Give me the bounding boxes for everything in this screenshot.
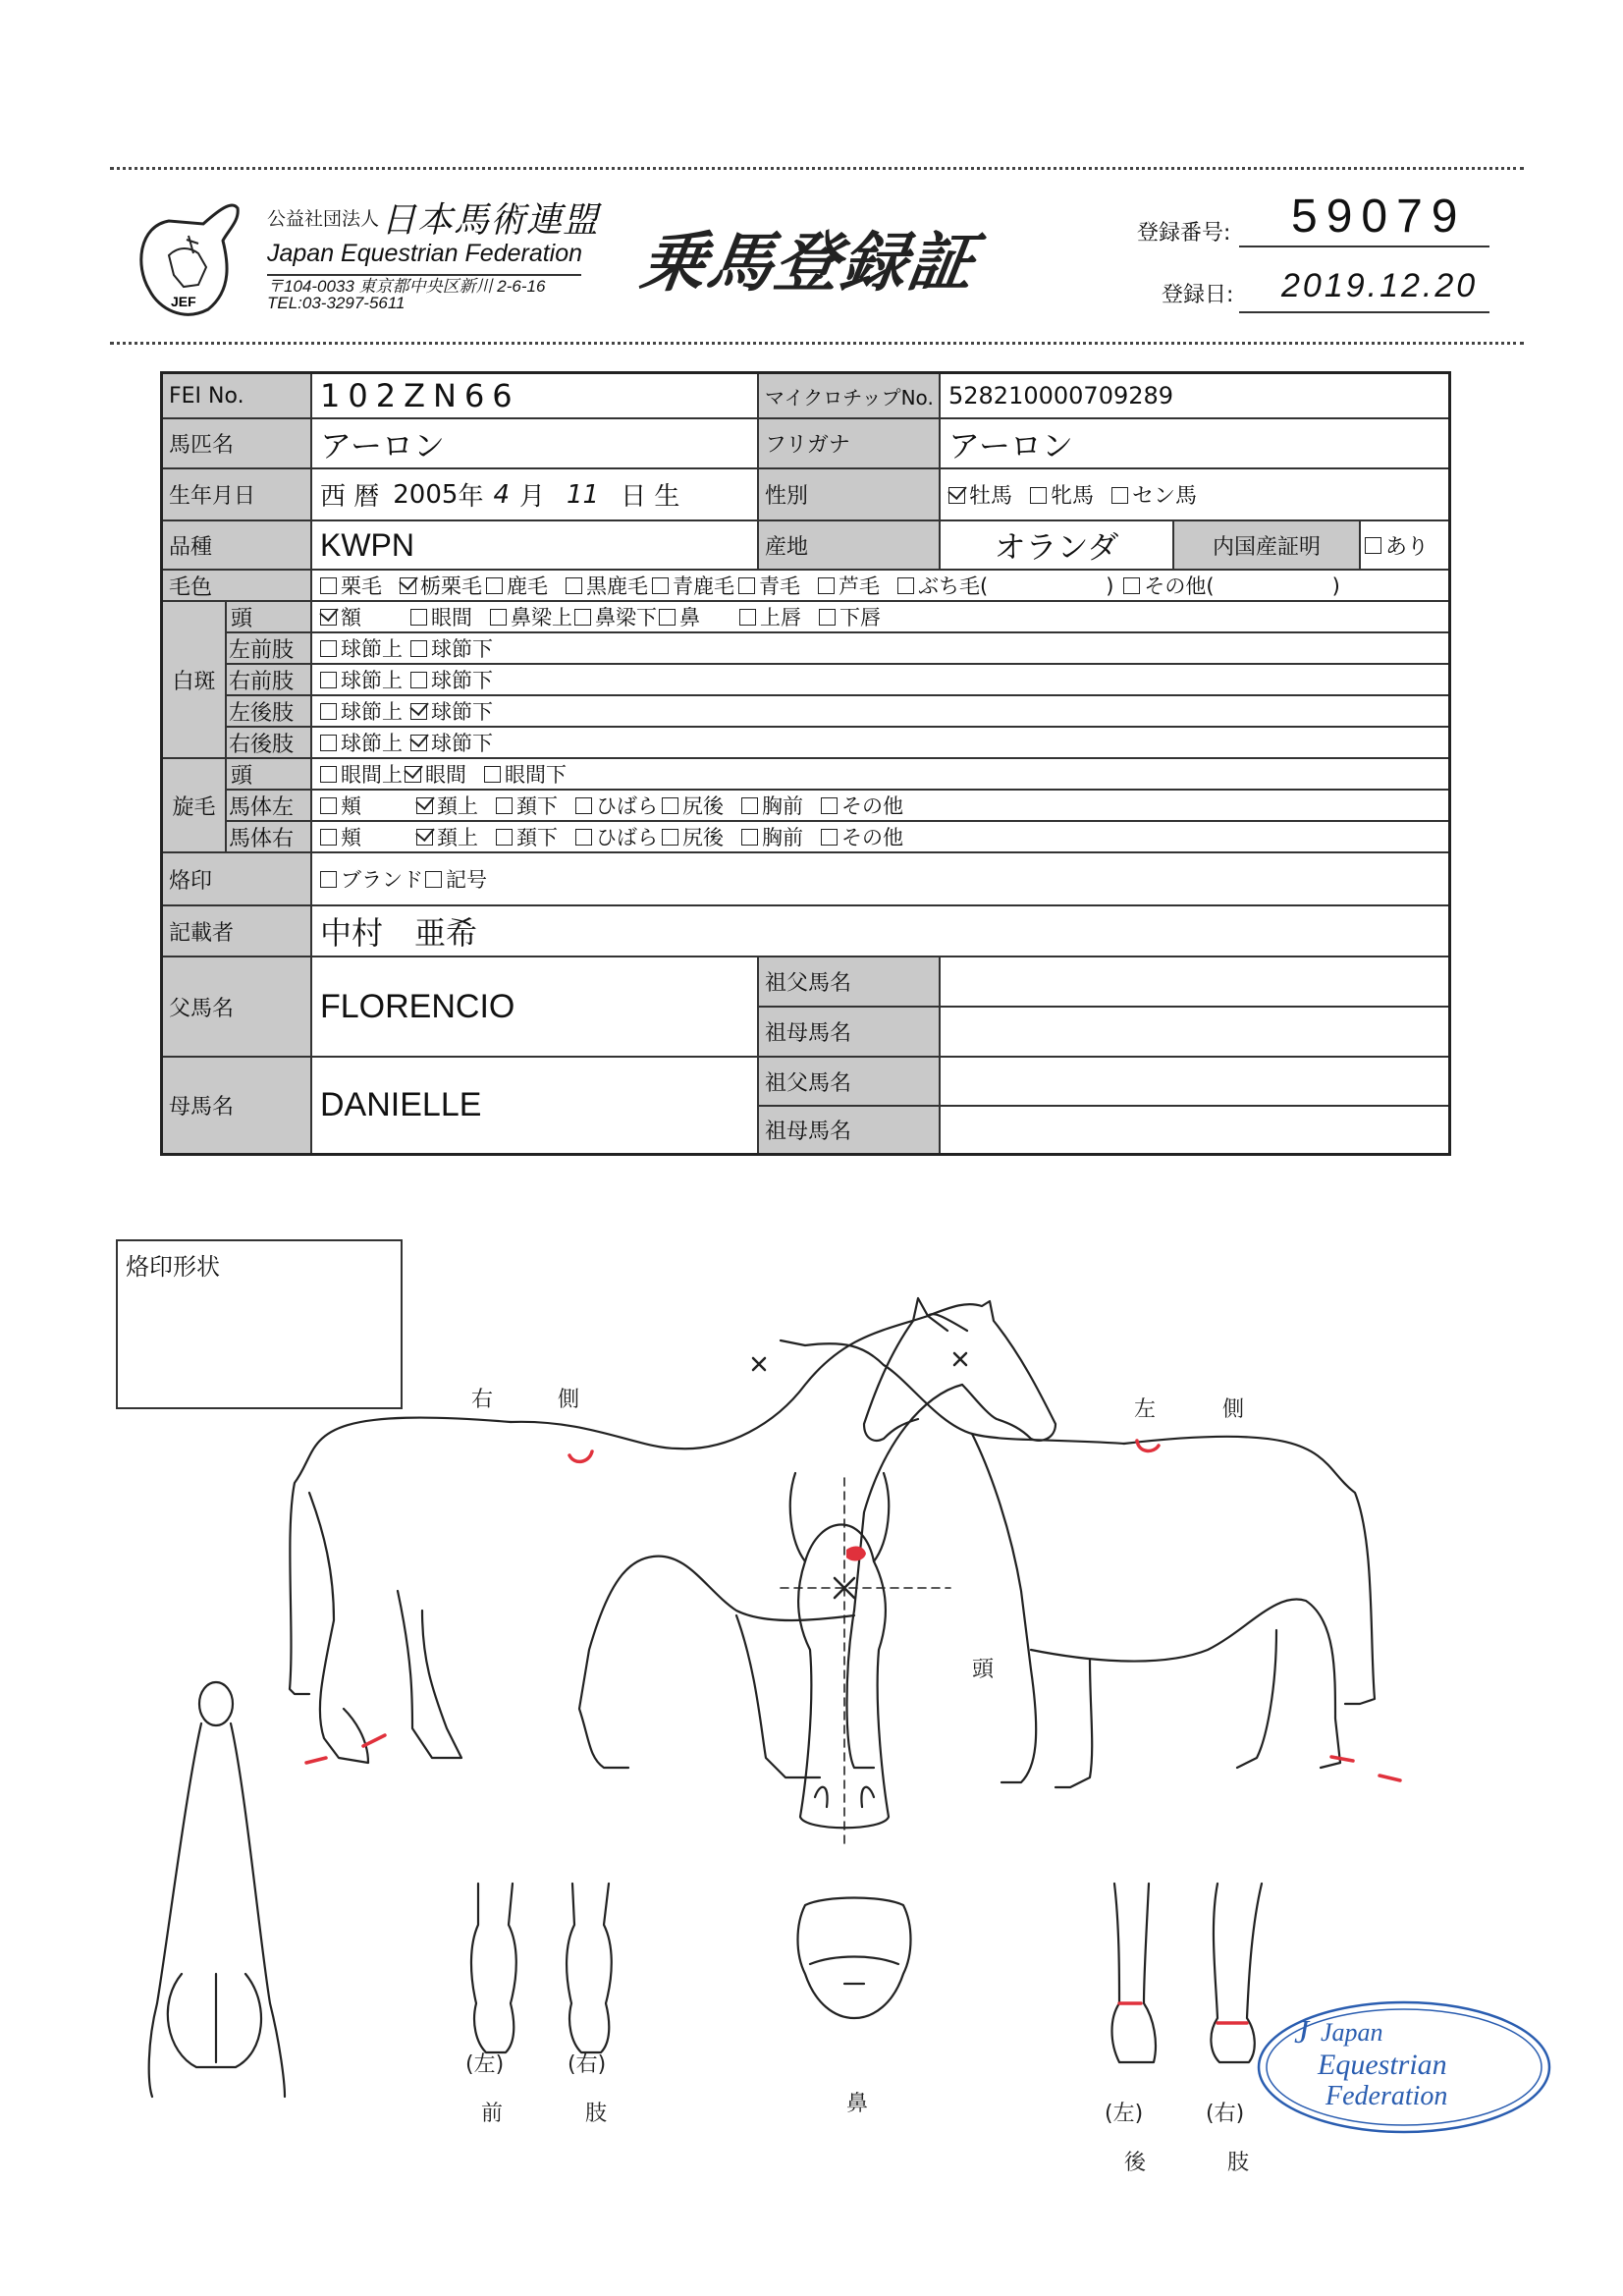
birth-day-unit: 日 生 — [621, 482, 680, 512]
whorl-option[interactable]: 尻後 — [662, 822, 724, 851]
white-left-foreleg-label: 左前肢 — [227, 633, 312, 665]
head-guide-lines — [781, 1478, 950, 1846]
coat-option[interactable]: 鹿毛 — [486, 571, 548, 600]
sex-option-stallion[interactable]: 牡馬 — [948, 479, 1012, 510]
reg-number-label: 登録番号: — [1137, 221, 1231, 246]
whorl-option[interactable]: 眼間下 — [484, 759, 567, 789]
origin-value: オランダ — [941, 521, 1174, 571]
horse-left-side-icon — [781, 1298, 1375, 1787]
birth-month: 4 — [493, 479, 510, 510]
domestic-cert-option[interactable]: あり — [1361, 521, 1448, 571]
hindleg-rear-icon — [1112, 1884, 1263, 2062]
white-sock-mark-icon — [1331, 1757, 1353, 1761]
reg-date-label: 登録日: — [1162, 283, 1234, 307]
whorl-option[interactable]: 頬 — [320, 822, 361, 851]
coat-option[interactable]: 栗毛 — [320, 571, 382, 600]
sex-label: 性別 — [759, 469, 941, 521]
white-left-hindleg-label: 左後肢 — [227, 696, 312, 728]
microchip-label: マイクロチップNo. — [759, 374, 941, 419]
org-name-en: Japan Equestrian Federation — [267, 240, 583, 267]
tel-text: TEL:03-3297-5611 — [267, 294, 406, 312]
dam-value: DANIELLE — [312, 1058, 759, 1153]
whorl-body-left-label: 馬体左 — [227, 791, 312, 822]
marking-option[interactable]: 鼻 — [659, 602, 700, 631]
white-sock-mark-icon — [306, 1758, 326, 1763]
marking-option[interactable]: 球節下 — [410, 696, 493, 726]
furigana-value: アーロン — [941, 419, 1448, 469]
birth-month-unit: 月 — [519, 482, 546, 512]
marking-option[interactable]: 球節上 — [320, 728, 403, 757]
whorl-body-right-label: 馬体右 — [227, 822, 312, 853]
brand-option[interactable]: ブランド — [320, 864, 423, 894]
left-side-label-2: 側 — [1222, 1397, 1245, 1422]
whorl-option[interactable]: その他 — [821, 822, 903, 851]
marking-option[interactable]: 球節下 — [410, 665, 493, 694]
muzzle-label: 鼻 — [846, 2092, 869, 2116]
hindleg-caption-2: 肢 — [1227, 2151, 1250, 2175]
svg-text:Japan: Japan — [1321, 2018, 1383, 2047]
reg-date: 2019.12.20 — [1281, 267, 1479, 304]
coat-option-other[interactable]: その他( ) — [1123, 571, 1339, 600]
marking-option[interactable]: 球節上 — [320, 665, 403, 694]
recorder-label: 記載者 — [163, 906, 312, 957]
whorl-option[interactable]: 眼間上 — [320, 759, 403, 789]
breed-value: KWPN — [312, 521, 759, 571]
marking-option[interactable]: 眼間 — [410, 602, 472, 631]
whorl-option[interactable]: ひばら — [575, 822, 658, 851]
foreleg-right-label: (右) — [568, 2052, 607, 2077]
birth-label: 生年月日 — [163, 469, 312, 521]
whorl-option[interactable]: その他 — [821, 791, 903, 820]
whorl-option[interactable]: 頬 — [320, 791, 361, 820]
furigana-label: フリガナ — [759, 419, 941, 469]
whorls-label: 旋毛 — [163, 759, 227, 853]
foreleg-caption-1: 前 — [481, 2102, 504, 2126]
whorl-neck-right-mark-icon — [569, 1451, 592, 1461]
org-name-jp: 日本馬術連盟 — [381, 200, 600, 241]
whorl-head-label: 頭 — [227, 759, 312, 791]
whorl-option[interactable]: 頚下 — [496, 822, 558, 851]
marking-option[interactable]: 球節上 — [320, 696, 403, 726]
whorl-option[interactable]: 頚下 — [496, 791, 558, 820]
whorl-option[interactable]: 頚上 — [416, 822, 478, 851]
coat-option-pinto[interactable]: ぶち毛( ) — [897, 571, 1113, 600]
coat-option[interactable]: 黒鹿毛 — [566, 571, 648, 600]
marking-option[interactable]: 下唇 — [819, 602, 881, 631]
dam-label: 母馬名 — [163, 1058, 312, 1153]
address-text: 〒104-0033 東京都中央区新川 2-6-16 — [267, 277, 546, 296]
white-head-label: 頭 — [227, 602, 312, 633]
origin-label: 産地 — [759, 521, 941, 571]
recorder-value: 中村 亜希 — [312, 906, 1448, 957]
whorl-option[interactable]: 尻後 — [662, 791, 724, 820]
marking-option[interactable]: 球節下 — [410, 633, 493, 663]
whorl-option[interactable]: 胸前 — [741, 791, 803, 820]
whorl-option[interactable]: ひばら — [575, 791, 658, 820]
dam-grandsire-label: 祖父馬名 — [759, 1058, 941, 1107]
brand-option[interactable]: 記号 — [425, 864, 487, 894]
svg-text:Equestrian: Equestrian — [1318, 2049, 1447, 2081]
horse-name-value: アーロン — [312, 419, 759, 469]
coat-option[interactable]: 青鹿毛 — [652, 571, 734, 600]
hindleg-caption-1: 後 — [1124, 2151, 1147, 2175]
foreleg-front-icon — [471, 1884, 612, 2052]
horse-top-view-icon — [149, 1682, 285, 2097]
head-label: 頭 — [972, 1658, 995, 1682]
sex-option-gelding[interactable]: セン馬 — [1111, 479, 1197, 510]
jef-stamp-icon — [1259, 2002, 1549, 2132]
right-side-label-1: 右 — [471, 1388, 494, 1412]
coat-option[interactable]: 青毛 — [738, 571, 800, 600]
horse-muzzle-icon — [798, 1898, 911, 2019]
foreleg-caption-2: 肢 — [585, 2102, 608, 2126]
birth-era: 西 暦 — [320, 482, 380, 512]
fei-value: 102ZN66 — [312, 374, 759, 419]
microchip-value: 528210000709289 — [941, 374, 1448, 419]
sex-option-mare[interactable]: 牝馬 — [1030, 479, 1094, 510]
birth-day: 11 — [567, 479, 600, 510]
horse-head-front-icon — [790, 1473, 889, 1828]
right-side-label-2: 側 — [558, 1388, 580, 1412]
svg-text:Federation: Federation — [1325, 2081, 1448, 2111]
white-right-foreleg-label: 右前肢 — [227, 665, 312, 696]
marking-option[interactable]: 球節上 — [320, 633, 403, 663]
sire-value: FLORENCIO — [312, 957, 759, 1058]
coat-label: 毛色 — [163, 571, 312, 602]
fei-label: FEI No. — [163, 374, 312, 419]
horse-name-label: 馬匹名 — [163, 419, 312, 469]
hindleg-right-label: (右) — [1206, 2102, 1245, 2126]
white-sock-mark-icon — [1380, 1776, 1400, 1780]
birth-year: 2005 — [393, 479, 459, 510]
white-right-hindleg-label: 右後肢 — [227, 728, 312, 759]
sire-grandsire-label: 祖父馬名 — [759, 957, 941, 1008]
svg-text:JEF: JEF — [171, 294, 196, 309]
document-title: 乗馬登録証 — [635, 225, 981, 301]
org-prefix: 公益社団法人 — [267, 208, 380, 230]
birth-year-unit: 年 — [458, 482, 484, 512]
white-markings-label: 白斑 — [163, 602, 227, 759]
whorl-option[interactable]: 眼間 — [405, 759, 466, 789]
sire-granddam-label: 祖母馬名 — [759, 1008, 941, 1058]
domestic-cert-label: 内国産証明 — [1174, 521, 1361, 571]
sire-label: 父馬名 — [163, 957, 312, 1058]
marking-option[interactable]: 鼻梁下 — [574, 602, 657, 631]
whorl-option[interactable]: 頚上 — [416, 791, 478, 820]
coat-option[interactable]: 芦毛 — [818, 571, 880, 600]
horse-right-side-icon — [290, 1301, 1055, 1777]
white-sock-mark-icon — [363, 1735, 385, 1746]
marking-option[interactable]: 上唇 — [739, 602, 801, 631]
svg-text:J: J — [1294, 2014, 1310, 2050]
hindleg-left-label: (左) — [1105, 2102, 1144, 2126]
brand-shape-label: 烙印形状 — [126, 1253, 220, 1281]
marking-option[interactable]: 額 — [320, 602, 361, 631]
brand-label: 烙印 — [163, 853, 312, 906]
whorl-mark-left-neck — [954, 1353, 966, 1365]
breed-label: 品種 — [163, 521, 312, 571]
left-side-label-1: 左 — [1134, 1397, 1157, 1422]
whorl-mark-right-neck — [753, 1358, 765, 1370]
reg-number: 59079 — [1291, 191, 1467, 243]
coat-option[interactable]: 栃栗毛 — [400, 571, 482, 600]
dam-granddam-label: 祖母馬名 — [759, 1107, 941, 1153]
foreleg-left-label: (左) — [465, 2052, 505, 2077]
white-star-forehead-icon — [846, 1547, 866, 1561]
whorl-option[interactable]: 胸前 — [741, 822, 803, 851]
marking-option[interactable]: 鼻梁上 — [490, 602, 572, 631]
marking-option[interactable]: 球節下 — [410, 728, 493, 757]
